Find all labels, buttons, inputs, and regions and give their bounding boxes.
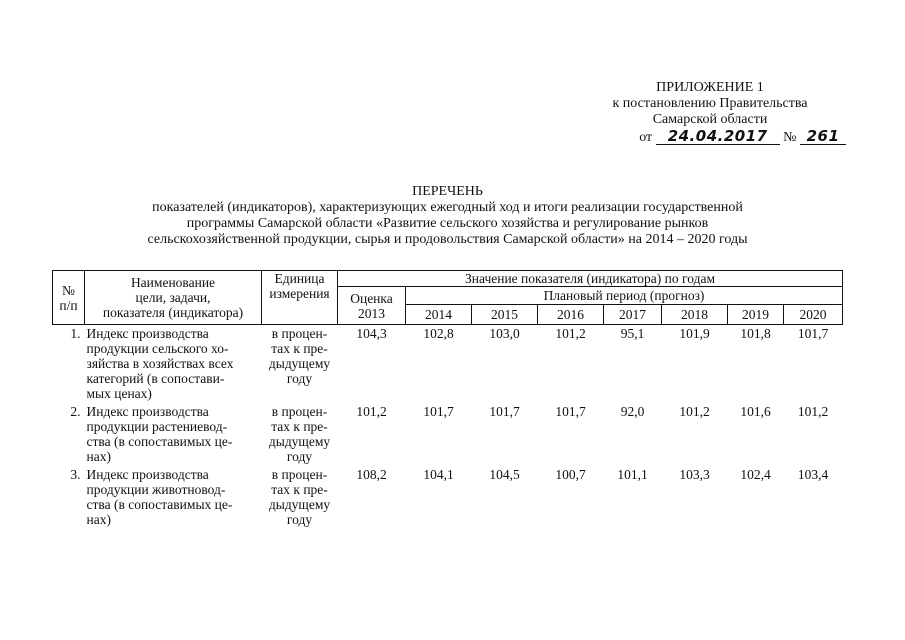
row-value: 101,7 (423, 404, 454, 419)
table-row (53, 403, 843, 466)
heading-subtitle-1: показателей (индикаторов), характеризующих ежегодный ход и итоги реализации государственной (152, 200, 743, 215)
appendix-block (560, 80, 860, 146)
appendix-line-2: Самарской области (652, 112, 768, 127)
row-value: 101,7 (489, 404, 520, 419)
row-unit: в процен- тах к пре- дыдущему году (268, 404, 331, 464)
handwritten-date: 24.04.2017 (656, 128, 780, 145)
row-name: Индекс производства продукции сельского хо- зяйства в хозяйствах всех категорий (в сопостави- мых ценах) (86, 326, 234, 401)
appendix-line-1: к постановлению Правительства (612, 96, 808, 111)
row-name: Индекс производства продукции животновод- ства (в сопоставимых це- нах) (86, 467, 233, 527)
row-value: 101,8 (740, 326, 771, 341)
row-unit: в процен- тах к пре- дыдущему году (268, 467, 331, 527)
row-number: 3. (70, 467, 81, 482)
row-value: 102,8 (423, 326, 454, 341)
row-value: 101,9 (679, 326, 710, 341)
table-row (53, 325, 843, 404)
row-name: Индекс производства продукции растениевод- ства (в сопоставимых це- нах) (86, 404, 233, 464)
heading-subtitle-2: программы Самарской области «Развитие сельского хозяйства и регулирование рынков (186, 216, 709, 231)
handwritten-number: 261 (800, 128, 846, 145)
row-value: 95,1 (620, 326, 645, 341)
number-label: № (783, 130, 797, 145)
header-year: 2014 (406, 305, 472, 325)
indicators-table (52, 270, 843, 529)
header-estimate: Оценка 2013 (338, 287, 406, 325)
row-value: 102,4 (740, 467, 771, 482)
header-year: 2016 (538, 305, 604, 325)
row-value: 101,7 (555, 404, 586, 419)
row-value: 101,1 (617, 467, 648, 482)
heading-title: ПЕРЕЧЕНЬ (412, 184, 483, 199)
row-number: 1. (70, 326, 81, 341)
row-unit: в процен- тах к пре- дыдущему году (268, 326, 331, 386)
row-value: 104,3 (356, 326, 387, 341)
row-number: 2. (70, 404, 81, 419)
header-unit: Единица измерения (262, 271, 338, 325)
header-year: 2018 (662, 305, 728, 325)
row-value: 101,2 (797, 404, 829, 419)
heading-subtitle-3: сельскохозяйственной продукции, сырья и продовольствия Самарской области» на 2014 – 2020 годы (147, 232, 748, 247)
row-value: 101,2 (356, 404, 387, 419)
row-value: 101,2 (679, 404, 710, 419)
row-value: 101,7 (797, 326, 829, 341)
header-values: Значение показателя (индикатора) по годам (338, 271, 843, 287)
row-value: 92,0 (620, 404, 645, 419)
header-forecast: Плановый период (прогноз) (406, 287, 843, 305)
from-label: от (639, 130, 653, 145)
header-year: 2015 (472, 305, 538, 325)
row-value: 101,6 (740, 404, 771, 419)
row-value: 104,5 (489, 467, 520, 482)
header-year: 2017 (604, 305, 662, 325)
row-value: 103,0 (489, 326, 520, 341)
header-year: 2019 (728, 305, 784, 325)
document-heading (60, 184, 835, 248)
table-row (53, 466, 843, 529)
header-number: № п/п (53, 271, 85, 325)
row-value: 103,4 (797, 467, 829, 482)
row-value: 100,7 (555, 467, 586, 482)
header-name: Наименование цели, задачи, показателя (индикатора) (85, 271, 262, 325)
appendix-title: ПРИЛОЖЕНИЕ 1 (656, 80, 764, 95)
row-value: 103,3 (679, 467, 710, 482)
row-value: 104,1 (423, 467, 454, 482)
appendix-date-line (560, 128, 860, 146)
row-value: 101,2 (555, 326, 586, 341)
row-value: 108,2 (356, 467, 387, 482)
header-year: 2020 (784, 305, 843, 325)
